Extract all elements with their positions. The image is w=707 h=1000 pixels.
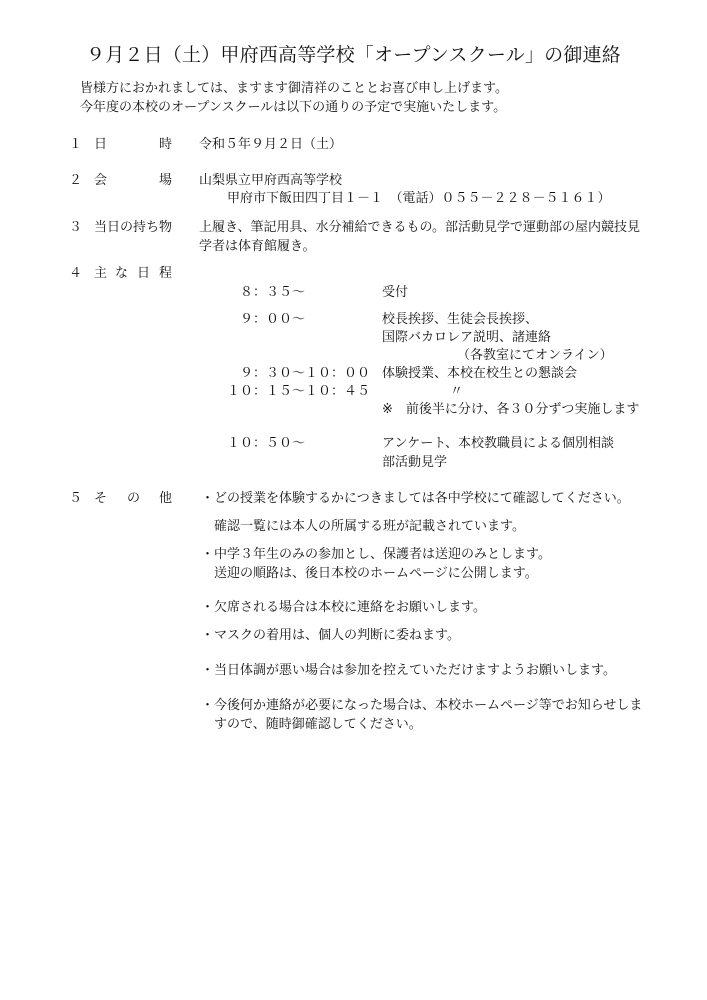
- notice-line: ・今後何か連絡が必要になった場合は、本校ホームページ等でお知らせしま: [201, 698, 643, 713]
- schedule-desc: 校長挨拶、生徒会長挨拶、: [382, 312, 539, 327]
- schedule-desc: 受付: [382, 285, 409, 300]
- schedule-desc: 〃: [450, 384, 464, 399]
- item-label: 会: [94, 173, 108, 188]
- notice-line: ・欠席される場合は本校に連絡をお願いします。: [201, 600, 486, 615]
- belongings-line: 上履き、筆記用具、水分補給できるもの。部活動見学で運動部の屋内競技見: [199, 220, 640, 235]
- item-label: そ: [94, 491, 108, 506]
- schedule-desc: 体験授業、本校在校生との懇談会: [382, 366, 578, 381]
- schedule-desc: （各教室にてオンライン）: [457, 348, 613, 363]
- item-number: ５: [69, 491, 83, 506]
- notice-line: 送迎の順路は、後日本校のホームページに公開します。: [214, 566, 538, 581]
- item-label: 主: [94, 266, 108, 281]
- item-label: の: [127, 491, 141, 506]
- notice-line: ・マスクの着用は、個人の判断に委ねます。: [201, 628, 460, 643]
- item-label: 場: [159, 173, 173, 188]
- notice-line: ・どの授業を体験するかにつきましては各中学校にて確認してください。: [201, 491, 630, 506]
- notice-line: 確認一覧には本人の所属する班が記載されています。: [214, 519, 525, 534]
- venue-name: 山梨県立甲府西高等学校: [199, 173, 343, 188]
- greeting-line: 今年度の本校のオープンスクールは以下の通りの予定で実施いたします。: [80, 100, 507, 115]
- item-label: 程: [159, 266, 173, 281]
- venue-address: 甲府市下飯田四丁目１－１ （電話）０５５－２２８－５１６１）: [227, 191, 611, 206]
- notice-line: ・当日体調が悪い場合は参加を控えていただけますようお願いします。: [201, 663, 616, 678]
- notice-line: ・中学３年生のみの参加とし、保護者は送迎のみとします。: [201, 547, 551, 562]
- schedule-time: ８：３５～: [240, 285, 306, 300]
- item-label: 当日の持ち物: [94, 220, 173, 235]
- item-number: ２: [69, 173, 83, 188]
- item-number: ３: [69, 220, 83, 235]
- item-label: な: [115, 266, 129, 281]
- schedule-time: ９：００～: [240, 312, 306, 327]
- schedule-desc: アンケート、本校教職員による個別相談: [382, 436, 615, 451]
- item-number: １: [69, 137, 83, 152]
- schedule-desc: 国際バカロレア説明、諸連絡: [382, 330, 552, 345]
- schedule-time: １０：１５～１０：４５: [227, 384, 371, 399]
- event-date: 令和５年９月２日（土）: [199, 137, 343, 152]
- schedule-desc: 部活動見学: [382, 455, 448, 470]
- notice-line: すので、随時御確認してください。: [214, 717, 422, 732]
- schedule-time: ９：３０～１０：００: [240, 366, 371, 381]
- schedule-time: １０：５０～: [227, 436, 306, 451]
- page-title: ９月２日（土）甲府西高等学校「オープンスクール」の御連絡: [86, 44, 621, 66]
- item-label: 日: [94, 137, 108, 152]
- item-label: 時: [159, 137, 173, 152]
- schedule-note: ※ 前後半に分け、各３０分ずつ実施します: [382, 402, 640, 417]
- item-number: ４: [69, 266, 83, 281]
- item-label: 他: [159, 491, 173, 506]
- greeting-line: 皆様方におかれましては、ますます御清祥のこととお喜び申し上げます。: [80, 81, 508, 96]
- item-label: 日: [137, 266, 151, 281]
- belongings-line: 学者は体育館履き。: [199, 239, 316, 254]
